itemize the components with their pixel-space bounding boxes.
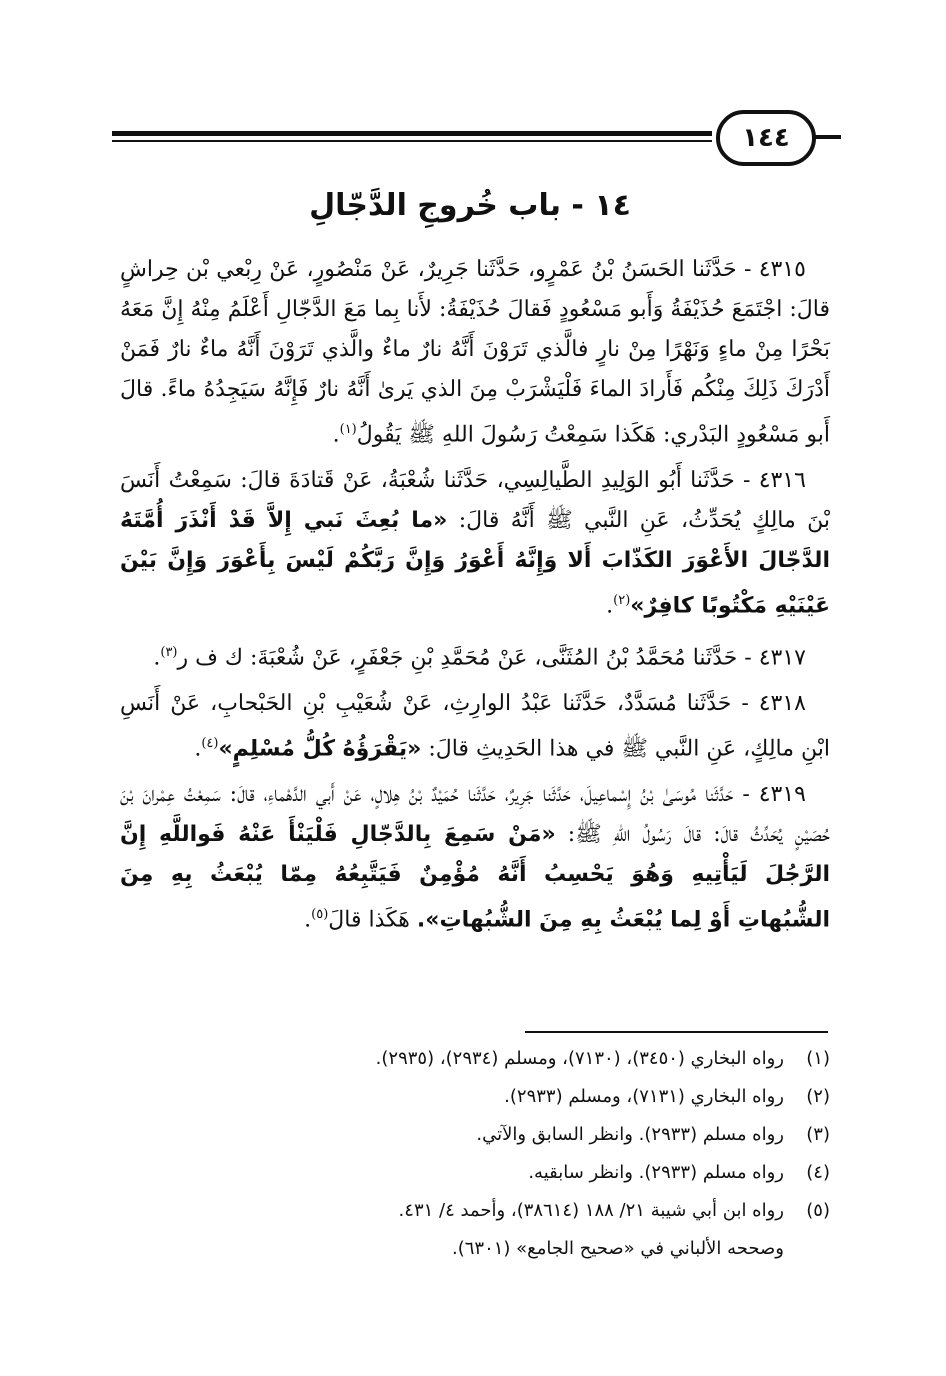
- page-number: ١٤٤: [742, 123, 790, 153]
- prophetic-quote: «مَنْ سَمِعَ بِالدَّجّالِ فَلْيَنْأَ عَنْهُ فَواللَّهِ إِنَّ الرَّجُلَ لَيَأْتِيهِ وَهُوَ يَحْسِبُ أَنَّهُ مُؤْمِنٌ فَيَتَّبِعُهُ مِمّا يُبْعَثُ بِهِ مِنَ الشُّبُهاتِ أَوْ لِما يُبْعَثُ بِهِ مِنَ الشُّبُهاتِ».: [120, 822, 830, 933]
- header-rule-thin: [112, 140, 712, 142]
- footnote-continuation: وصححه الألباني في «صحيح الجامع» (٦٣٠١).: [452, 1238, 784, 1259]
- chapter-title: ١٤ - باب خُروجِ الدَّجّالِ: [309, 188, 631, 223]
- hadith-4319: ٤٣١٩ - حَدَّثَنا مُوسَىٰ بْنُ إِسْماعِيلَ، حَدَّثَنا جَرِيرٌ، حَدَّثَنا حُمَيْدٌ بْنُ هِلالٍ، عَنْ أَبي الدَّهْماءِ، قالَ: سَمِعْتُ عِمْرانَ بْنَ حُصَيْنٍ يُحَدِّثُ قالَ: قالَ رَسُولُ اللهِ ﷺ: «مَنْ سَمِعَ بِالدَّجّالِ فَلْيَنْأَ عَنْهُ فَواللَّهِ إِنَّ الرَّجُلَ لَيَأْتِيهِ وَهُوَ يَحْسِبُ أَنَّهُ مُؤْمِنٌ فَيَتَّبِعُهُ مِمّا يُبْعَثُ بِهِ مِنَ الشُّبُهاتِ أَوْ لِما يُبْعَثُ بِهِ مِنَ الشُّبُهاتِ». هَكَذا قالَ$^{(٥)}$.: [120, 782, 830, 933]
- hadith-4316: ٤٣١٦ - حَدَّثَنا أَبُو الوَلِيدِ الطَّيالِسِي، حَدَّثَنا شُعْبَةُ، عَنْ قَتادَةَ قالَ: سَمِعْتُ أَنَسَ بْنَ مالِكٍ يُحَدِّثُ، عَنِ النَّبي ﷺ أَنَّهُ قالَ: «ما بُعِثَ نَبي إِلاَّ قَدْ أَنْذَرَ أُمَّتَهُ الدَّجّالَ الأَعْوَرَ الكَذّابَ أَلا وَإِنَّهُ أَعْوَرُ وَإِنَّ رَبَّكُمْ لَيْسَ بِأَعْوَرَ وَإِنَّ بَيْنَ عَيْنَيْهِ مَكْتُوبًا كافِرٌ»$^{(٢)}$.: [120, 468, 831, 619]
- footnote: (١) رواه البخاري (٣٤٥٠)، (٧١٣٠)، ومسلم (٢٩٣٤)، (٢٩٣٥).: [375, 1048, 830, 1069]
- footnote: (٤) رواه مسلم (٢٩٣٣). وانظر سابقيه.: [528, 1162, 830, 1183]
- hadith-4317: ٤٣١٧ - حَدَّثَنا مُحَمَّدُ بْنُ المُثَنَّى، عَنْ مُحَمَّدِ بْنِ جَعْفَرٍ، عَنْ شُعْبَةَ: ك ف ر$^{(٣)}$.: [153, 644, 806, 670]
- footnote-separator: [525, 1031, 828, 1033]
- header-rule-thick: [112, 131, 712, 136]
- badge-ornament: [815, 135, 841, 139]
- hadith-4315: ٤٣١٥ - حَدَّثَنا الحَسَنُ بْنُ عَمْرٍو، حَدَّثَنا جَرِيرٌ، عَنْ مَنْصُورٍ، عَنْ رِبْعي بْن حِراشٍ قالَ: اجْتَمَعَ حُذَيْفَةُ وَأَبو مَسْعُودٍ فَقالَ حُذَيْفَةُ: لأَنا بِما مَعَ الدَّجّالِ أَعْلَمُ مِنْهُ إِنَّ مَعَهُ بَحْرًا مِنْ ماءٍ وَنَهْرًا مِنْ نارٍ فالَّذي تَرَوْنَ أَنَّهُ نارٌ ماءٌ والَّذي تَرَوْنَ أَنَّهُ ماءٌ نارٌ فَمَنْ أَدْرَكَ ذَلِكَ مِنْكُم فَأَرادَ الماءَ فَلْيَشْرَبْ مِنَ الذي يَرىٰ أَنَّهُ نارٌ فَإِنَّهُ سَيَجِدُهُ ماءً. قالَ أَبو مَسْعُودٍ البَدْري: هَكَذا سَمِعْتُ رَسُولَ اللهِ ﷺ يَقُولُ$^{(١)}$.: [120, 257, 830, 448]
- hadith-4318: ٤٣١٨ - حَدَّثَنا مُسَدَّدٌ، حَدَّثَنا عَبْدُ الوارِثِ، عَنْ شُعَيْبِ بْنِ الحَبْحابِ، عَنْ أَنَسِ ابْنِ مالِكٍ، عَنِ النَّبي ﷺ في هذا الحَدِيثِ قالَ: «يَقْرَؤُهُ كُلُّ مُسْلِمٍ»$^{(٤)}$.: [120, 690, 830, 762]
- footnote: (٢) رواه البخاري (٧١٣١)، ومسلم (٢٩٣٣).: [504, 1086, 830, 1107]
- prophetic-quote: «يَقْرَؤُهُ كُلُّ مُسْلِمٍ»: [218, 736, 422, 762]
- footnote: (٣) رواه مسلم (٢٩٣٣). وانظر السابق والآتي.: [476, 1124, 830, 1145]
- footnote: (٥) رواه ابن أبي شيبة ٢١/ ١٨٨ (٣٨٦١٤)، وأحمد ٤/ ٤٣١.: [398, 1200, 830, 1221]
- footnotes: [150, 1040, 830, 1268]
- prophetic-quote: «ما بُعِثَ نَبي إِلاَّ قَدْ أَنْذَرَ أُمَّتَهُ الدَّجّالَ الأَعْوَرَ الكَذّابَ أَلا وَإِنَّهُ أَعْوَرُ وَإِنَّ رَبَّكُمْ لَيْسَ بِأَعْوَرَ وَإِنَّ بَيْنَ عَيْنَيْهِ مَكْتُوبًا كافِرٌ»: [120, 508, 830, 619]
- page-number-badge: [716, 110, 816, 166]
- hadith-body: [120, 250, 830, 947]
